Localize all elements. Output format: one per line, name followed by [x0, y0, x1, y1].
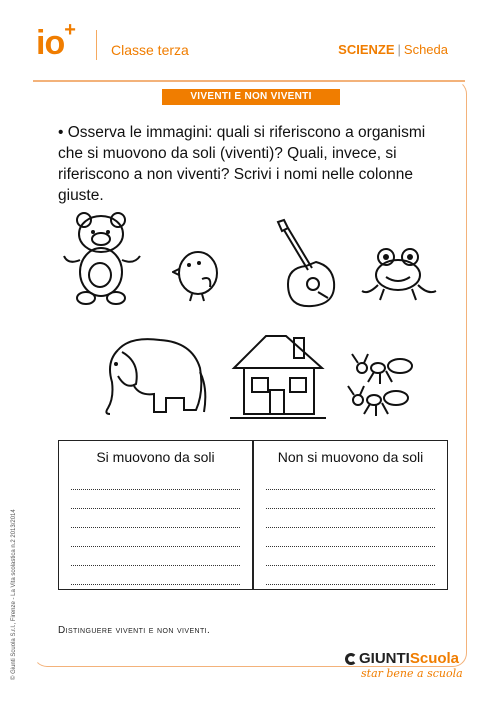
house-drawing	[228, 330, 328, 420]
elephant-drawing	[100, 332, 212, 424]
subject-label: SCIENZE | Scheda	[338, 42, 448, 57]
teddy-bear-drawing	[60, 210, 150, 310]
ants-drawing	[340, 352, 440, 422]
answer-line[interactable]	[71, 490, 240, 509]
giunti-scuola-logo: GIUNTIScuola star bene a scuola	[345, 650, 463, 680]
answer-line[interactable]	[266, 547, 435, 566]
frog-drawing	[360, 245, 440, 305]
answer-line[interactable]	[71, 471, 240, 490]
page-header	[0, 0, 500, 70]
answer-line[interactable]	[71, 566, 240, 585]
chick-drawing	[172, 245, 222, 305]
answer-line[interactable]	[266, 471, 435, 490]
living-column	[58, 440, 253, 590]
learning-objective: Distinguere viventi e non viventi.	[58, 625, 211, 636]
answer-line[interactable]	[71, 528, 240, 547]
giunti-g-icon	[345, 653, 357, 665]
living-column-title: Si muovono da soli	[96, 449, 215, 465]
worksheet-title: VIVENTI E NON VIVENTI	[162, 89, 340, 105]
class-label: Classe terza	[111, 42, 189, 58]
card-top-border	[33, 80, 465, 82]
answer-line[interactable]	[266, 566, 435, 585]
non-living-column-title: Non si muovono da soli	[277, 449, 424, 465]
header-divider	[96, 30, 97, 60]
answer-line[interactable]	[71, 509, 240, 528]
brand-tagline: star bene a scuola	[361, 667, 463, 680]
copyright-notice: © Giunti Scuola S.r.l., Firenze - La Vita scolastica n.2 2013/2014	[11, 509, 17, 680]
instructions-text: • Osserva le immagini: quali si riferiscono a organismi che si muovono da soli (viventi)? Quali, invece, si riferiscono a non viventi? Scrivi i nomi nelle colonne giuste.	[58, 124, 426, 204]
living-answer-lines[interactable]	[71, 471, 240, 585]
answer-line[interactable]	[266, 528, 435, 547]
answer-line[interactable]	[266, 490, 435, 509]
answer-line[interactable]	[71, 547, 240, 566]
guitar-drawing	[270, 218, 345, 313]
answer-line[interactable]	[266, 509, 435, 528]
io-plus-logo: io+	[36, 18, 75, 62]
non-living-column	[253, 440, 448, 590]
non-living-answer-lines[interactable]	[266, 471, 435, 585]
